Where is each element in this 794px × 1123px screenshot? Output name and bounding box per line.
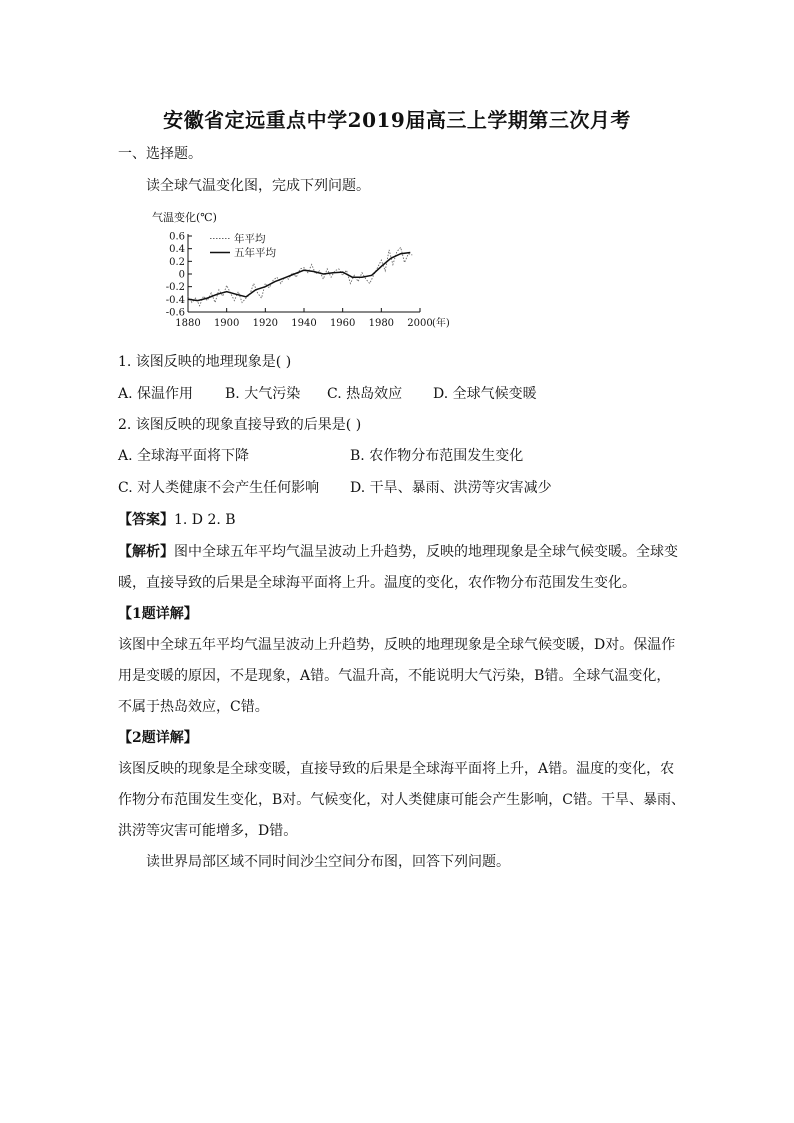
- section-heading: 一、选择题。: [118, 146, 202, 162]
- question-1-option-d: D. 全球气候变暖: [433, 386, 537, 402]
- detail-1-line-2: 用是变暖的原因，不是现象，A错。气温升高，不能说明大气污染，B错。全球气温变化，: [118, 668, 671, 684]
- x-tick-label: 1900: [213, 318, 240, 329]
- question-1-option-a: A. 保温作用: [118, 386, 194, 402]
- answer-label: 【答案】: [118, 512, 174, 528]
- y-tick-label: 0.6: [169, 231, 185, 243]
- series-line-1: [188, 247, 412, 305]
- x-tick-label: 2000: [407, 318, 433, 329]
- y-tick-label: 0.2: [169, 256, 185, 268]
- series-line-2: [188, 253, 410, 301]
- question-2-option-d: D. 干旱、暴雨、洪涝等灾害减少: [350, 480, 552, 496]
- x-tick-label: 1920: [252, 318, 279, 329]
- y-tick-label: -0.4: [165, 294, 185, 306]
- x-tick-label: 1940: [291, 318, 317, 329]
- intro-text-1: 读全球气温变化图，完成下列问题。: [146, 178, 370, 194]
- detail-1-line-3: 不属于热岛效应，C错。: [118, 699, 269, 715]
- legend-label-2: 五年平均: [234, 247, 276, 259]
- analysis-line-1: [118, 542, 678, 562]
- x-axis-label: (年): [432, 318, 450, 329]
- y-tick-label: 0: [178, 269, 185, 281]
- answer-line: [118, 510, 236, 530]
- question-2-option-b: B. 农作物分布范围发生变化: [350, 448, 524, 464]
- x-tick-label: 1880: [175, 318, 201, 329]
- x-tick-label: 1960: [329, 318, 356, 329]
- question-1-option-b: B. 大气污染: [225, 386, 301, 402]
- answer-text: 1. D 2. B: [174, 512, 236, 528]
- detail-1-label: 【1题详解】: [118, 606, 198, 622]
- detail-2-line-1: 该图反映的现象是全球变暖，直接导致的后果是全球海平面将上升，A错。温度的变化，农: [118, 761, 675, 777]
- question-1-option-c: C. 热岛效应: [327, 386, 403, 402]
- question-2-option-c: C. 对人类健康不会产生任何影响: [118, 480, 320, 496]
- x-tick-label: 1980: [368, 318, 395, 329]
- analysis-label: 【解析】: [118, 544, 174, 560]
- detail-2-line-2: 作物分布范围发生变化，B对。气候变化，对人类健康可能会产生影响，C错。干旱、暴雨、: [118, 792, 685, 808]
- intro-text-2: 读世界局部区域不同时间沙尘空间分布图，回答下列问题。: [146, 854, 510, 870]
- question-2-stem: 2. 该图反映的现象直接导致的后果是( ): [118, 417, 362, 433]
- page-title: 安徽省定远重点中学2019届高三上学期第三次月考: [163, 108, 631, 132]
- detail-2-label: 【2题详解】: [118, 730, 198, 746]
- question-2-option-a: A. 全球海平面将下降: [118, 448, 250, 464]
- y-axis-label: 气温变化(℃): [152, 211, 217, 224]
- temperature-chart: [150, 206, 480, 338]
- analysis-line-2: 暖，直接导致的后果是全球海平面将上升。温度的变化，农作物分布范围发生变化。: [118, 575, 636, 591]
- detail-1-line-1: 该图中全球五年平均气温呈波动上升趋势，反映的地理现象是全球气候变暖，D对。保温作: [118, 637, 676, 653]
- y-tick-label: 0.4: [169, 244, 185, 256]
- y-tick-label: -0.6: [165, 307, 185, 319]
- y-tick-label: -0.2: [165, 282, 185, 294]
- question-1-stem: 1. 该图反映的地理现象是( ): [118, 354, 292, 370]
- detail-2-line-3: 洪涝等灾害可能增多，D错。: [118, 823, 298, 839]
- legend-label-1: 年平均: [234, 233, 266, 245]
- analysis-text-1: 图中全球五年平均气温呈波动上升趋势，反映的地理现象是全球气候变暖。全球变: [174, 544, 678, 560]
